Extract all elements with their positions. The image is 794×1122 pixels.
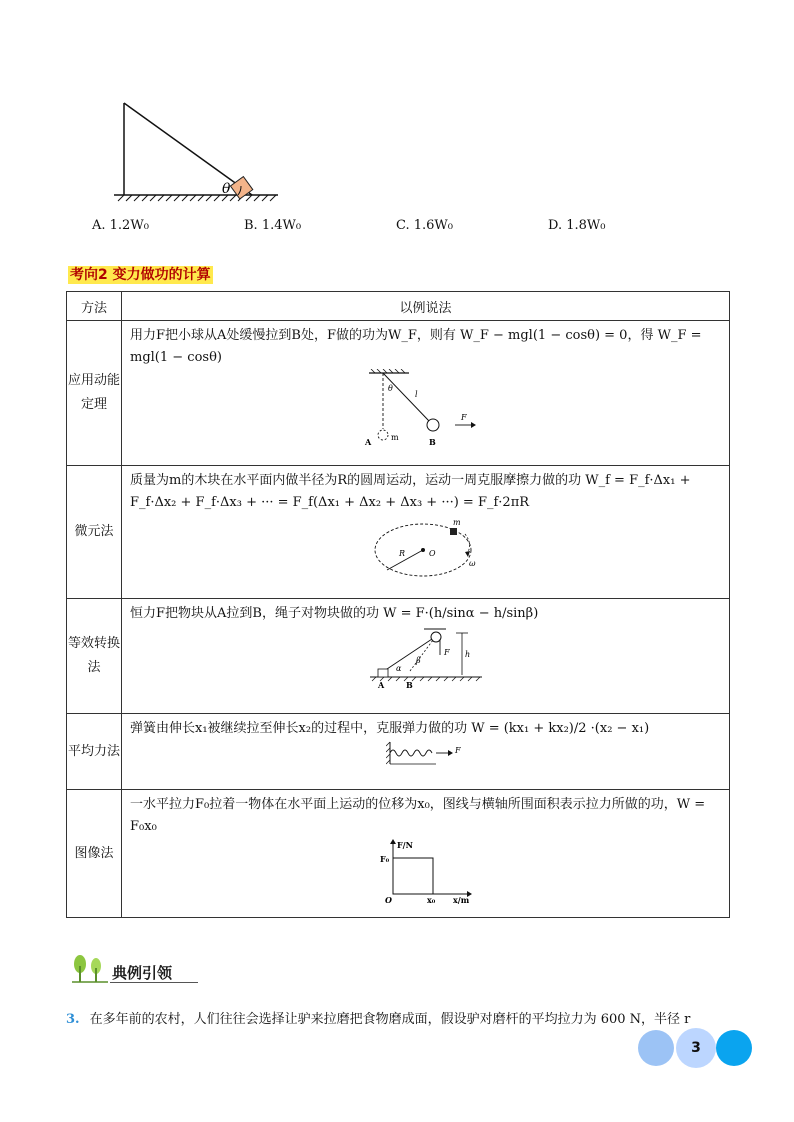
point-a-label: A [377,680,384,689]
alpha-label: α [395,664,401,673]
incline-slope [124,103,252,195]
theta-label: θ [222,181,231,197]
origin-label: O [384,895,392,904]
force-label: F [460,413,467,422]
method-cell: 平均力法 [67,714,122,790]
row-text: 一水平拉力F₀拉着一物体在水平面上运动的位移为x₀，图线与横轴所围面积表示拉力所做的功，W = F₀x₀ [130,797,706,834]
ball-at-a [378,430,388,440]
table-header-row [67,292,730,321]
spring-figure [386,740,466,766]
beta-label: β [415,656,421,665]
example-cell [122,599,730,714]
choice-d[interactable]: D. 1.8W₀ [548,218,606,233]
example-cell [122,790,730,918]
pulley-figure [366,625,486,689]
page-circle-right [716,1030,752,1066]
table-row [67,599,730,714]
ground-hatching [118,195,276,201]
page-circle-left [638,1030,674,1066]
example-title: 典例引领 [112,964,173,982]
point-b-label: B [428,437,436,447]
f0-label: F₀ [379,854,389,864]
spring-coil [390,750,432,756]
table-row [67,321,730,466]
row-text: 用力F把小球从A处缓慢拉到B处，F做的功为W_F，则有 W_F − mgl(1 − cosθ) = 0，得 W_F = mgl(1 − cosθ) [130,328,702,365]
work-area [393,858,433,894]
example-cell [122,714,730,790]
example-cell [122,466,730,599]
row-text: 质量为m的木块在水平面内做半径为R的圆周运动，运动一周克服摩擦力做的功 W_f = F_f·Δx₁ + F_f·Δx₂ + F_f·Δx₃ + ··· = F_f(Δx₁ + Δx₂ + Δx₃ + ···) = F_f·2πR [130,473,691,510]
point-b-label: B [405,680,413,689]
page-indicator [638,1028,752,1068]
pendulum-figure [361,369,491,447]
table-row [67,714,730,790]
table-row [67,790,730,918]
section-title: 考向2 变力做功的计算 [70,267,211,283]
method-cell: 微元法 [67,466,122,599]
choice-c[interactable]: C. 1.6W₀ [396,218,453,233]
force-label: F [443,648,450,657]
omega-label: ω [468,559,476,568]
moving-block [450,528,457,535]
center-label: O [428,549,436,558]
force-label: F [454,746,461,755]
question-text: 在多年前的农村，人们往往会选择让驴来拉磨把食物磨成面，假设驴对磨杆的平均拉力为 600 N，半径 r [89,1012,691,1027]
point-a-label: A [364,437,371,447]
mass-label: m [452,518,461,527]
example-underline [110,982,198,983]
x-axis-label: x/m [452,895,469,904]
example-cell [122,321,730,466]
method-cell: 应用动能定理 [67,321,122,466]
row-text: 弹簧由伸长x₁被继续拉至伸长x₂的过程中，克服弹力做的功 W = (kx₁ + kx₂)/2 ·(x₂ − x₁) [130,721,650,736]
y-axis-label: F/N [396,840,413,850]
header-example: 以例说法 [122,292,730,321]
radius-label: R [398,549,405,558]
theta-label: θ [387,384,393,393]
question-number: 3. [66,1012,80,1027]
incline-figure [100,95,290,207]
x0-label: x₀ [426,895,435,904]
example-header [70,952,200,988]
ball-at-b [427,419,439,431]
method-cell: 等效转换法 [67,599,122,714]
method-cell: 图像法 [67,790,122,918]
methods-table [66,291,730,918]
header-method: 方法 [67,292,122,321]
circular-motion-figure [371,514,481,580]
choice-a[interactable]: A. 1.2W₀ [92,218,149,233]
length-label: l [414,390,418,399]
row-text: 恒力F把物块从A拉到B，绳子对物块做的功 W = F·(h/sinα − h/sinβ) [130,606,539,621]
question-3 [66,1008,690,1027]
choice-b[interactable]: B. 1.4W₀ [244,218,302,233]
table-row [67,466,730,599]
force-displacement-graph [371,838,481,904]
tree-icon [70,952,110,988]
page-number: 3 [676,1028,716,1068]
height-label: h [464,650,470,659]
mass-label: m [390,433,399,442]
